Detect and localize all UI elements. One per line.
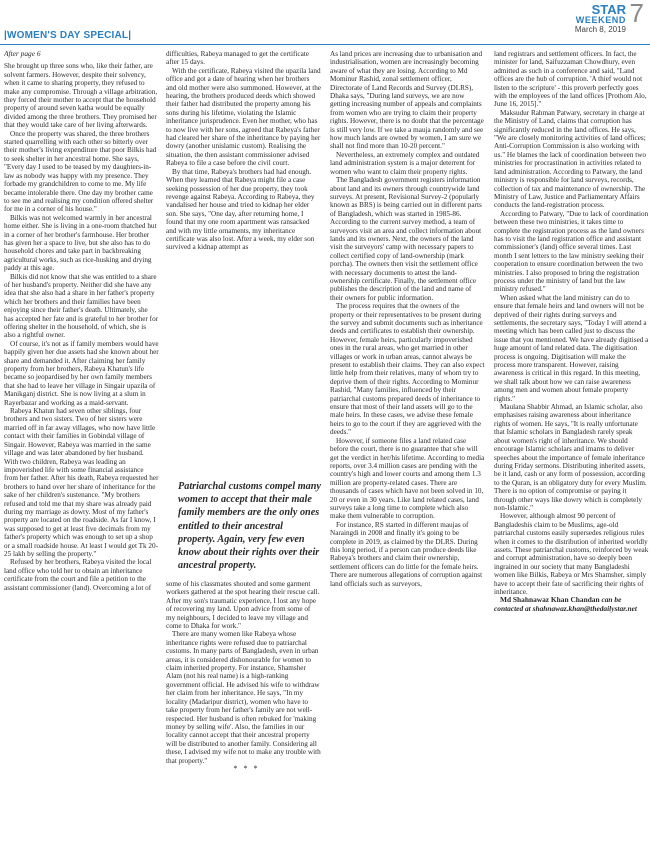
pull-quote: Patriarchal customs compel many women to accept that their male family members are the only ones entitled to their ancestral property. Again, very few even know about their rights over their ancestral property. xyxy=(178,481,321,572)
section-label: |WOMEN'S DAY SPECIAL| xyxy=(4,30,132,41)
article-column-3 xyxy=(330,50,485,840)
paragraph: land registrars and settlement officers. In fact, the minister for land, Saifuzzaman Chowdhury, even admitted as such in a conference and said, "Land offices are the hub of corruption. 'A thief would not listen to the scripture' - this proverb perfectly goes with the employees of the land offices [Prothom Alo, June 16, 2015]." xyxy=(494,50,647,109)
paragraph: When asked what the land ministry can do to ensure that female heirs and land owners will not be deprived of their rights during surveys and settlements, the secretary says, "Today I will attend a meeting which has been called just to discuss the issue that you mentioned. We have already digitised a huge amount of land related data. The digitisation process is ongoing. Digitisation will make the process more transparent. However, raising awareness is critical in this regard. In this meeting, we shall talk about how we can raise awareness among men and women about female property rights." xyxy=(494,293,649,403)
paragraph: However, if someone files a land related case before the court, there is no guarantee that s/he will get the verdict in her/his lifetime. According to media reports, over 3.4 million cases are pending with the country's high and lower courts and among them 1.3 million are property-related cases. There are thousands of cases which have not been solved in 10, 20 or even in 30 years. Like land related cases, land surveys take a long time to complete which also make them vulnerable to corruption. xyxy=(330,436,485,521)
paragraph: The Bangladesh government registers information about land and its owners through countrywide land surveys. At present, Revisional Survey-2 (popularly known as BRS) is being carried out in different parts of Bangladesh, which was started in 1985-86. According to the current survey method, a team of surveyors visit an area and collect information about lands and its owners. Next, the owners of the land visit the surveyors' camp with necessary papers to collect certified copy of land-ownership (mark porcha). The owners then visit the settlement office with necessary documents to attest the land-ownership certificate. Finally, the settlement office publishes the description of the land and name of their owners for public information. xyxy=(330,176,482,302)
column-2-lower xyxy=(166,580,321,773)
paragraph: Bilkis did not know that she was entitled to a share of her husband's property. Neither did she have any idea that she also had a share in her father's property which her brothers and their families have been enjoying since their father's death. Ultimately, she has accepted her fate and is grateful to her brother for offering shelter in the household, of which, she is also a rightful owner. xyxy=(4,272,159,340)
paragraph: Maksudur Rahman Patwary, secretary in charge at the Ministry of Land, claims that corruption has significantly reduced in the land offices. He says, "We are closely monitoring activities of land offices; Anti-Corruption Commission is also working with us." He blames the lack of coordination between two ministries for procrastination in activities related to land administration. According to Patwary, the land ministry is responsible for land surveys, records, collection of tax and maintenance of ownership. The Ministry of Law, Justice and Parliamentary Affairs conducts the land-registration process. xyxy=(494,108,647,210)
paragraph: By that time, Rabeya's brothers had had enough. When they learned that Rabeya might file a case seeking possession of her due property, they took revenge against Rabeya. According to Rabeya, they vandalised her house and tried to kidnap her elder son. She says, "One day, after returning home, I found that my one room apartment was ransacked and with my little ornaments, my inheritance certificate was also lost. After a week, my elder son survived a kidnap attempt as xyxy=(166,167,315,252)
paragraph: However, although almost 90 percent of Bangladeshis claim to be Muslims, age-old patriarchal customs easily supersedes religious rules when it comes to the distribution of inherited worldly assets. These patriarchal customs, reinforced by weak and corrupt administration, have so deeply been ingrained in our society that many Bangladeshi women like Bilkis, Rabeya or Mrs Shamsher, simply have to accept their fate of sacrificing their rights of inheritance. xyxy=(494,512,649,596)
paragraph: For instance, RS started in different maujas of Naraingdi in 2008 and finally it's going to be complete in 2019, as claimed by the DLRS. During this long period, if a person can produce deeds like Rabeya's brothers and claim their ownership, settlement officers can do little for the female heirs. There are numerous allegations of corruption against land officials such as surveyors, xyxy=(330,520,483,588)
paragraph: With the certificate, Rabeya visited the upazila land office and got a date of hearing when her brothers and old mother were also summoned. However, at the hearing, the brothers produced deeds which showed their father had distributed the property among his sons during his lifetime, violating the Islamic inheritance jurisprudence. Even her mother, who has to now live with her sons, agreed that Rabeya's father had cleared her share of the inheritance by paying her dowry (another unislamic custom). Realising the situation, the then assistant commissioner advised Rabeya to file a case before the civil court. xyxy=(166,66,321,168)
continuation-kicker: After page 6 xyxy=(4,50,41,58)
author-contact: can be contacted at shahnawaz.khan@thedailystar.net xyxy=(494,595,637,613)
article-column-4 xyxy=(494,50,649,840)
brand-star: STAR xyxy=(591,2,626,17)
end-mark: * * * xyxy=(233,763,260,773)
author-byline xyxy=(494,596,649,613)
author-name: Md Shahnawaz Khan Chandan xyxy=(500,595,600,605)
paragraph: Of course, it's not as if family members would have happily given her due assets had she known about her share and demanded it. After claiming her family property from her brothers, Rabeya Khatun's life became so jeopardised by her own family members that she had to leave her village in Singair upazila of Manikganj district. She is now living at a slum in Rayerbazar and working as a maid-servant. xyxy=(4,339,159,407)
issue-date: March 8, 2019 xyxy=(574,25,626,34)
article-column-2 xyxy=(166,50,321,840)
brand-weekend: WEEKEND xyxy=(575,15,626,25)
paragraph: According to Patwary, "Due to lack of coordination between these two ministries, it takes time to complete the registration process as the land owners has to visit the land registration office and assistant commissioner's (land) office several times. Last month I sent letters to the law ministry seeking their cooperation to ensure coordination between the two ministries. I also proposed to bring the registration process under the ministry of land but the law ministry refused." xyxy=(494,209,649,294)
article-column-1 xyxy=(4,50,159,840)
paragraph: Bilkis was not welcomed warmly in her ancestral home either. She is living in a one-room thatched hut in a corner of her brother's farmhouse. Her brother has given her a space to live, but she also has to do household chores and take part in backbreaking agricultural works, such as rice-husking and drying paddy at this age. xyxy=(4,213,157,273)
paragraph: The process requires that the owners of the property or their representatives to be present during the survey and submit documents such as inheritance deeds and certificates to establish their ownership. However, female heirs, particularly impoverished ones in the rural areas, who get married in other villages or work in urban areas, cannot always be present to establish their claims. They can also expect little help from their relatives, many of whom try to deprive them of their rights. According to Mominur Rashid, "Many families, influenced by their patriarchal customs prepared deeds of inheritance to ensure that most of their land assets will go to the male heirs. In these cases, we advise these female heirs to go to the court if they are aggrieved with the deeds." xyxy=(330,302,485,437)
publication-brand xyxy=(575,4,626,35)
page-number: 7 xyxy=(629,0,644,28)
paragraph: There are many women like Rabeya whose inheritance rights were refused due to patriarchal customs. In many parts of Bangladesh, even in urban areas, it is considered dishonourable for women to claim inherited property. For instance, Shamsher Alam (not his real name) is a high-ranking government official. He advised his wife to withdraw her claim from her inheritance. He says, "In my locality (Madaripur district), women who have to take property from her father's family are not well-respected. Her husband is often rebuked for 'making money by selling wife'. Also, the families in our locality cannot accept that their ancestral property will be distributed to another family. Considering all these, I advised my wife not to make any trouble with that property." xyxy=(166,630,321,765)
paragraph: Maulana Shabbir Ahmad, an Islamic scholar, also emphasises raising awareness about inheritance rights of women. He says, "It is really unfortunate that Islamic scholars in Bangladesh rarely speak about women's right of inheritance. We should encourage Islamic scholars and imams to deliver speeches about the importance of female inheritance during Friday sermons. Distributing inherited assets, be it land, cash or any form of possession, according to the Quran, is an obligatory duty for every Muslim. There is no option of compromise or paying it through other ways like dowry which is completely non-Islamic." xyxy=(494,403,647,512)
paragraph: Nevertheless, an extremely complex and outdated land administration system is a major deterrent for women who want to claim their property rights. xyxy=(330,150,480,176)
paragraph: She brought up three sons who, like their father, are solvent farmers. However, despite their solvency, when it came to sharing property, they refused to make any compromise. Through a village arbitration, they forced their mother to accept that the household property of around seven katha would be equally divided among the three brothers. They promised her that they would take care of her living afterwards. xyxy=(4,62,158,130)
paragraph: Refused by her brothers, Rabeya visited the local land office who told her to obtain an inheritance certificate from the court and file a petition to the assistant commissioner (land). Overcoming a lot of xyxy=(4,558,152,592)
column-2-upper xyxy=(166,50,321,435)
paragraph: difficulties, Rabeya managed to get the certificate after 15 days. xyxy=(166,50,309,67)
header-rule xyxy=(0,44,650,45)
paragraph: As land prices are increasing due to urbanisation and industrialisation, women are increasingly becoming aware of what they are losing. According to Md Mominur Rashid, zonal settlement officer, Directorate of Land Records and Survey (DLRS), Dhaka says, "During land surveys, we are now getting increasing number of appeals and complaints from women who are trying to claim their property rights. However, there is no doubt that the percentage is still very low. If we take a mauja randomly and see how much lands are owned by women, I am sure we shall not find more than 10-20 percent." xyxy=(330,50,484,151)
paragraph: Once the property was shared, the three brothers started quarrelling with each other so bitterly over their mother's living expenditure that poor Bilkis had to seek shelter in her ancestral home. She says, "Every day I used to be teased by my daughters-in-law as nobody was happy with my presence. They forbade my grandchildren to come to me. My life became intolerable there. One day my brother came to see me and realising my condition offered shelter for me in a corner of his house." xyxy=(4,129,157,214)
paragraph: some of his classmates shouted and some garment workers gathered at the spot hearing their rescue call. After my son's traumatic experience, I lost any hope of recovering my land. Upon advice from some of my neighbours, I decided to leave my village and come to Dhaka for work." xyxy=(166,580,320,631)
paragraph: Rabeya Khatun had seven other siblings, four brothers and two sisters. Two of her sisters were married off in far away villages, who now have little contact with their families in Gobindal village of Singair. However, Rabeya was married in the same village and was later abandoned by her husband. With two children, Rabeya was leading an impoverished life with some financial assistance from her father. After his death, Rabeya requested her brothers to hand over her share of inheritance for the sake of her children's sustenance. "My brothers refused and told me that my share was already paid during my marriage as dowry. Most of my father's property are located on the roadside. As far I know, I was supposed to get at least five decimals from my father's property which was enough to set up a shop or a small roadside house. At least I would get Tk 20-25 lakh by selling the property." xyxy=(4,407,159,558)
masthead xyxy=(0,0,650,40)
